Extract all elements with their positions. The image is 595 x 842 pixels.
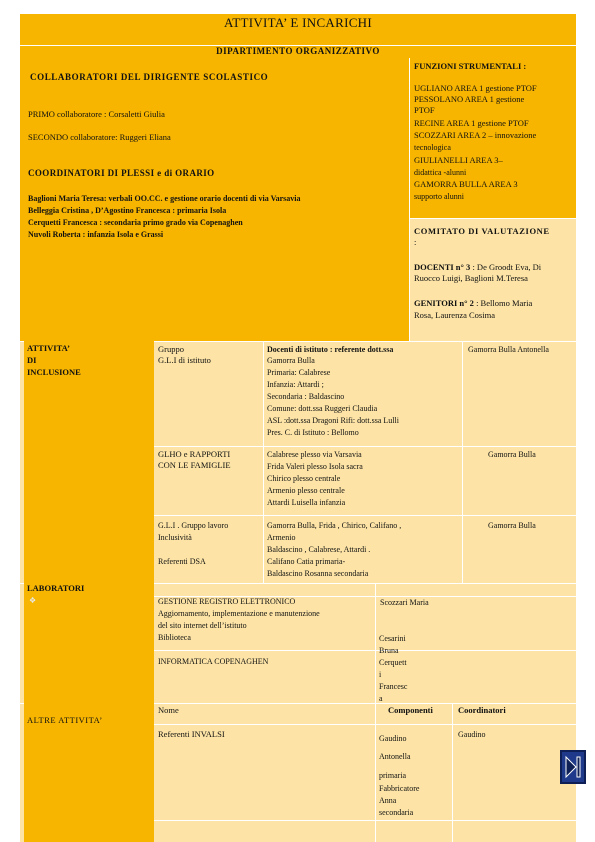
gruppo-label: Gruppo (158, 344, 184, 354)
gli-line: Armenio (267, 533, 296, 542)
componenti-line: Gaudino (379, 734, 407, 743)
cesarini-line: a (379, 694, 383, 703)
gestione-line: Biblioteca (158, 633, 191, 642)
funzioni-line: UGLIANO AREA 1 gestione PTOF (414, 83, 537, 93)
primo-collaboratore: PRIMO collaboratore : Corsaletti Giulia (28, 109, 165, 119)
glho-line: Armenio plesso centrale (267, 486, 345, 495)
componenti-line: Antonella (379, 752, 411, 761)
docenti-istituto-line: Gamorra Bulla (267, 356, 315, 365)
docenti-istituto-line: Comune: dott.ssa Ruggeri Claudia (267, 404, 378, 413)
coordinatori-line: Nuvoli Roberta : infanzia Isola e Grassi (28, 230, 164, 239)
laboratori-label-cell (24, 583, 154, 703)
funzioni-line: didattica -alunni (414, 168, 467, 177)
inclusione-label: ATTIVITA’ (27, 343, 70, 353)
docenti-label: DOCENTI n° 3 (414, 262, 471, 272)
next-slide-icon (562, 752, 584, 782)
glho-label: CON LE FAMIGLIE (158, 460, 231, 470)
secondo-collaboratore: SECONDO collaboratore: Ruggeri Eliana (28, 132, 171, 142)
coordinatori-line: Belleggia Cristina , D’Agostino Francesca : primaria Isola (28, 206, 227, 215)
coordinatori-heading: COORDINATORI DI PLESSI e di ORARIO (28, 168, 215, 178)
title-bar (20, 14, 576, 46)
glho-line: Calabrese plesso via Varsavia (267, 450, 362, 459)
next-slide-button[interactable] (560, 750, 586, 784)
referente-cell: Gamorra Bulla (488, 450, 536, 459)
comitato-heading: COMITATO DI VALUTAZIONE (414, 226, 550, 236)
scozzari-cell: Scozzari Maria (380, 598, 429, 607)
funzioni-line: SCOZZARI AREA 2 – innovazione (414, 130, 537, 140)
docenti-istituto-line: Pres. C. di Istituto : Bellomo (267, 428, 359, 437)
grid-line (154, 515, 576, 516)
funzioni-line: GIULIANELLI AREA 3– (414, 155, 503, 165)
funzioni-line: tecnologica (414, 143, 451, 152)
altre-label: ALTRE ATTIVITA’ (27, 715, 103, 725)
grid-line (154, 820, 576, 821)
gli-line: Gamorra Bulla, Frida , Chirico, Califano , (267, 521, 402, 530)
gli-line: Baldascino , Calabrese, Attardi . (267, 545, 371, 554)
dsa-line: Baldascino Rosanna secondaria (267, 569, 369, 578)
department-title: DIPARTIMENTO ORGANIZZATIVO (216, 46, 380, 56)
comitato-colon: : (414, 237, 417, 247)
coordinatori-line: Cerquetti Francesca : secondaria primo grado via Copenaghen (28, 218, 243, 227)
componenti-line: primaria (379, 771, 407, 780)
inclusione-label: DI (27, 355, 37, 365)
docenti-line (414, 263, 541, 273)
genitori-names: : Bellomo Maria (476, 298, 533, 308)
componenti-line: secondaria (379, 808, 414, 817)
gli-label: Inclusività (158, 533, 192, 542)
bullet-icon: ❖ (29, 596, 37, 605)
cesarini-line: Francesc (379, 682, 408, 691)
funzioni-line: supporto alunni (414, 192, 464, 201)
referente-cell: Gamorra Bulla Antonella (468, 345, 549, 354)
inclusione-label: INCLUSIONE (27, 367, 81, 377)
referente-cell: Gamorra Bulla (488, 521, 536, 530)
gestione-line: GESTIONE REGISTRO ELETTRONICO (158, 597, 296, 606)
docenti-names-2: Ruocco Luigi, Baglioni M.Teresa (414, 273, 528, 283)
gestione-line: del sito internet dell’istituto (158, 621, 247, 630)
docenti-istituto-line: ASL :dott.ssa Dragoni Rifi: dott.ssa Lulli (267, 416, 399, 425)
dsa-label: Referenti DSA (158, 557, 206, 566)
glho-line: Chirico plesso centrale (267, 474, 341, 483)
collaboratori-heading: COLLABORATORI DEL DIRIGENTE SCOLASTICO (30, 72, 269, 82)
grid-line (375, 583, 376, 703)
componenti-header: Componenti (388, 705, 433, 715)
docenti-istituto-line: Docenti di istituto : referente dott.ssa (267, 345, 394, 354)
grid-line (154, 446, 576, 447)
grid-line (462, 341, 463, 583)
funzioni-line: RECINE AREA 1 gestione PTOF (414, 118, 529, 128)
grid-line (154, 650, 576, 651)
informatica-label: INFORMATICA COPENAGHEN (158, 657, 269, 666)
gruppo-label: G.L.I di istituto (158, 355, 211, 365)
coordinatori-line: Baglioni Maria Teresa: verbali OO.CC. e gestione orario docenti di via Varsavia (28, 194, 301, 203)
cesarini-line: i (379, 670, 382, 679)
page-title: ATTIVITA’ E INCARICHI (224, 15, 372, 30)
funzioni-heading: FUNZIONI STRUMENTALI : (414, 61, 527, 71)
componenti-line: Fabbricatore (379, 784, 420, 793)
department-bar (20, 46, 576, 58)
docenti-names: : De Groodt Eva, Di (472, 262, 542, 272)
cesarini-line: Bruna (379, 646, 399, 655)
genitori-names-2: Rosa, Laurenza Cosima (414, 310, 495, 320)
cesarini-line: Cerquett (379, 658, 407, 667)
docenti-istituto-line: Infanzia: Attardi ; (267, 380, 324, 389)
funzioni-line: PTOF (414, 105, 435, 115)
cesarini-line: Cesarini (379, 634, 406, 643)
docenti-istituto-line: Secondaria : Baldascino (267, 392, 345, 401)
coordinatori-header: Coordinatori (458, 705, 506, 715)
glho-line: Attardi Luisella infanzia (267, 498, 346, 507)
collaboratori-block (20, 58, 410, 341)
coordinatore-cell: Gaudino (458, 730, 486, 739)
gestione-line: Aggiornamento, implementazione e manutenzione (158, 609, 320, 618)
grid-line (154, 724, 576, 725)
glho-line: Frida Valeri plesso Isola sacra (267, 462, 363, 471)
glho-label: GLHO e RAPPORTI (158, 449, 231, 459)
grid-line (263, 341, 264, 583)
laboratori-label: LABORATORI (27, 583, 85, 593)
funzioni-line: GAMORRA BULLA AREA 3 (414, 179, 518, 189)
funzioni-line: PESSOLANO AREA 1 gestione (414, 94, 525, 104)
dsa-line: Califano Catia primaria- (267, 557, 346, 566)
docenti-istituto-line: Primaria: Calabrese (267, 368, 331, 377)
genitori-label: GENITORI n° 2 (414, 298, 474, 308)
gli-label: G.L.I . Gruppo lavoro (158, 521, 229, 530)
genitori-line (414, 299, 532, 309)
componenti-line: Anna (379, 796, 397, 805)
invalsi-label: Referenti INVALSI (158, 729, 225, 739)
nome-header: Nome (158, 705, 179, 715)
funzioni-block (410, 58, 576, 218)
comitato-block (410, 218, 576, 341)
